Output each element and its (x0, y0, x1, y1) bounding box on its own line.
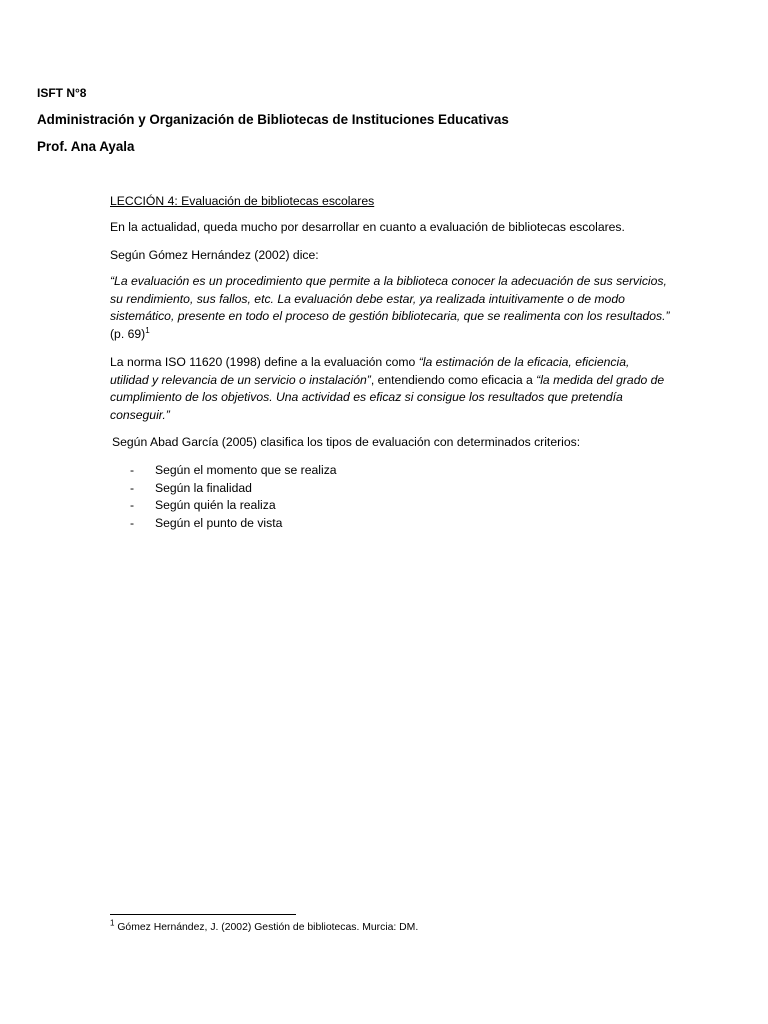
bullet-dash: - (130, 463, 135, 477)
iso-definition: “la estimación de la eficacia, eficiencia, utilidad y relevancia de un servicio o instalación” (110, 355, 630, 387)
bullet-dash: - (130, 515, 135, 530)
efficacy-definition: “la medida del grado de cumplimiento de los objetivos. Una actividad es eficaz si consigue los resultados que pretendía conseguir.” (110, 372, 665, 422)
professor-name: Prof. Ana Ayala (37, 139, 135, 154)
iso-lead: La norma ISO 11620 (1998) define a la evaluación como (110, 355, 419, 369)
bullet-dash: - (130, 498, 135, 513)
course-title: Administración y Organización de Bibliotecas de Instituciones Educativas (37, 112, 509, 127)
institution-name: ISFT N°8 (37, 86, 87, 100)
list-item (130, 497, 337, 515)
gomez-intro-paragraph: Según Gómez Hernández (2002) dice: (110, 248, 319, 262)
list-item (130, 480, 337, 498)
list-item (130, 515, 337, 533)
list-item-label: Según la finalidad (155, 480, 252, 495)
quote-paragraph (110, 273, 670, 343)
iso-middle: , entendiendo como eficacia a (370, 372, 537, 387)
lesson-title: LECCIÓN 4: Evaluación de bibliotecas escolares (110, 194, 375, 208)
footnote-reference: 1 (145, 325, 150, 335)
footnote-text: Gómez Hernández, J. (2002) Gestión de bibliotecas. Murcia: DM. (114, 922, 419, 933)
footnote-divider (110, 914, 296, 915)
footnote-marker: 1 (110, 918, 115, 928)
quote-citation: (p. 69) (110, 326, 146, 341)
intro-paragraph: En la actualidad, queda mucho por desarrollar en cuanto a evaluación de bibliotecas escolares. (110, 220, 625, 234)
quote-text: “La evaluación es un procedimiento que permite a la biblioteca conocer la adecuación de sus servicios, su rendimiento, sus fallos, etc. La evaluación debe estar, ya realizada intuitivamente o de modo sistemático, presente en todo el proceso de gestión bibliotecaria, que se realimenta con los resultados.” (110, 274, 670, 324)
abad-intro-paragraph: Según Abad García (2005) clasifica los tipos de evaluación con determinados criterios: (112, 435, 581, 449)
iso-paragraph (110, 354, 670, 424)
footnote (110, 918, 419, 933)
list-item-label: Según quién la realiza (155, 498, 276, 513)
list-item-label: Según el momento que se realiza (155, 463, 337, 477)
list-item (130, 462, 337, 480)
list-item-label: Según el punto de vista (155, 515, 283, 530)
bullet-dash: - (130, 480, 135, 495)
criteria-list (130, 462, 337, 532)
